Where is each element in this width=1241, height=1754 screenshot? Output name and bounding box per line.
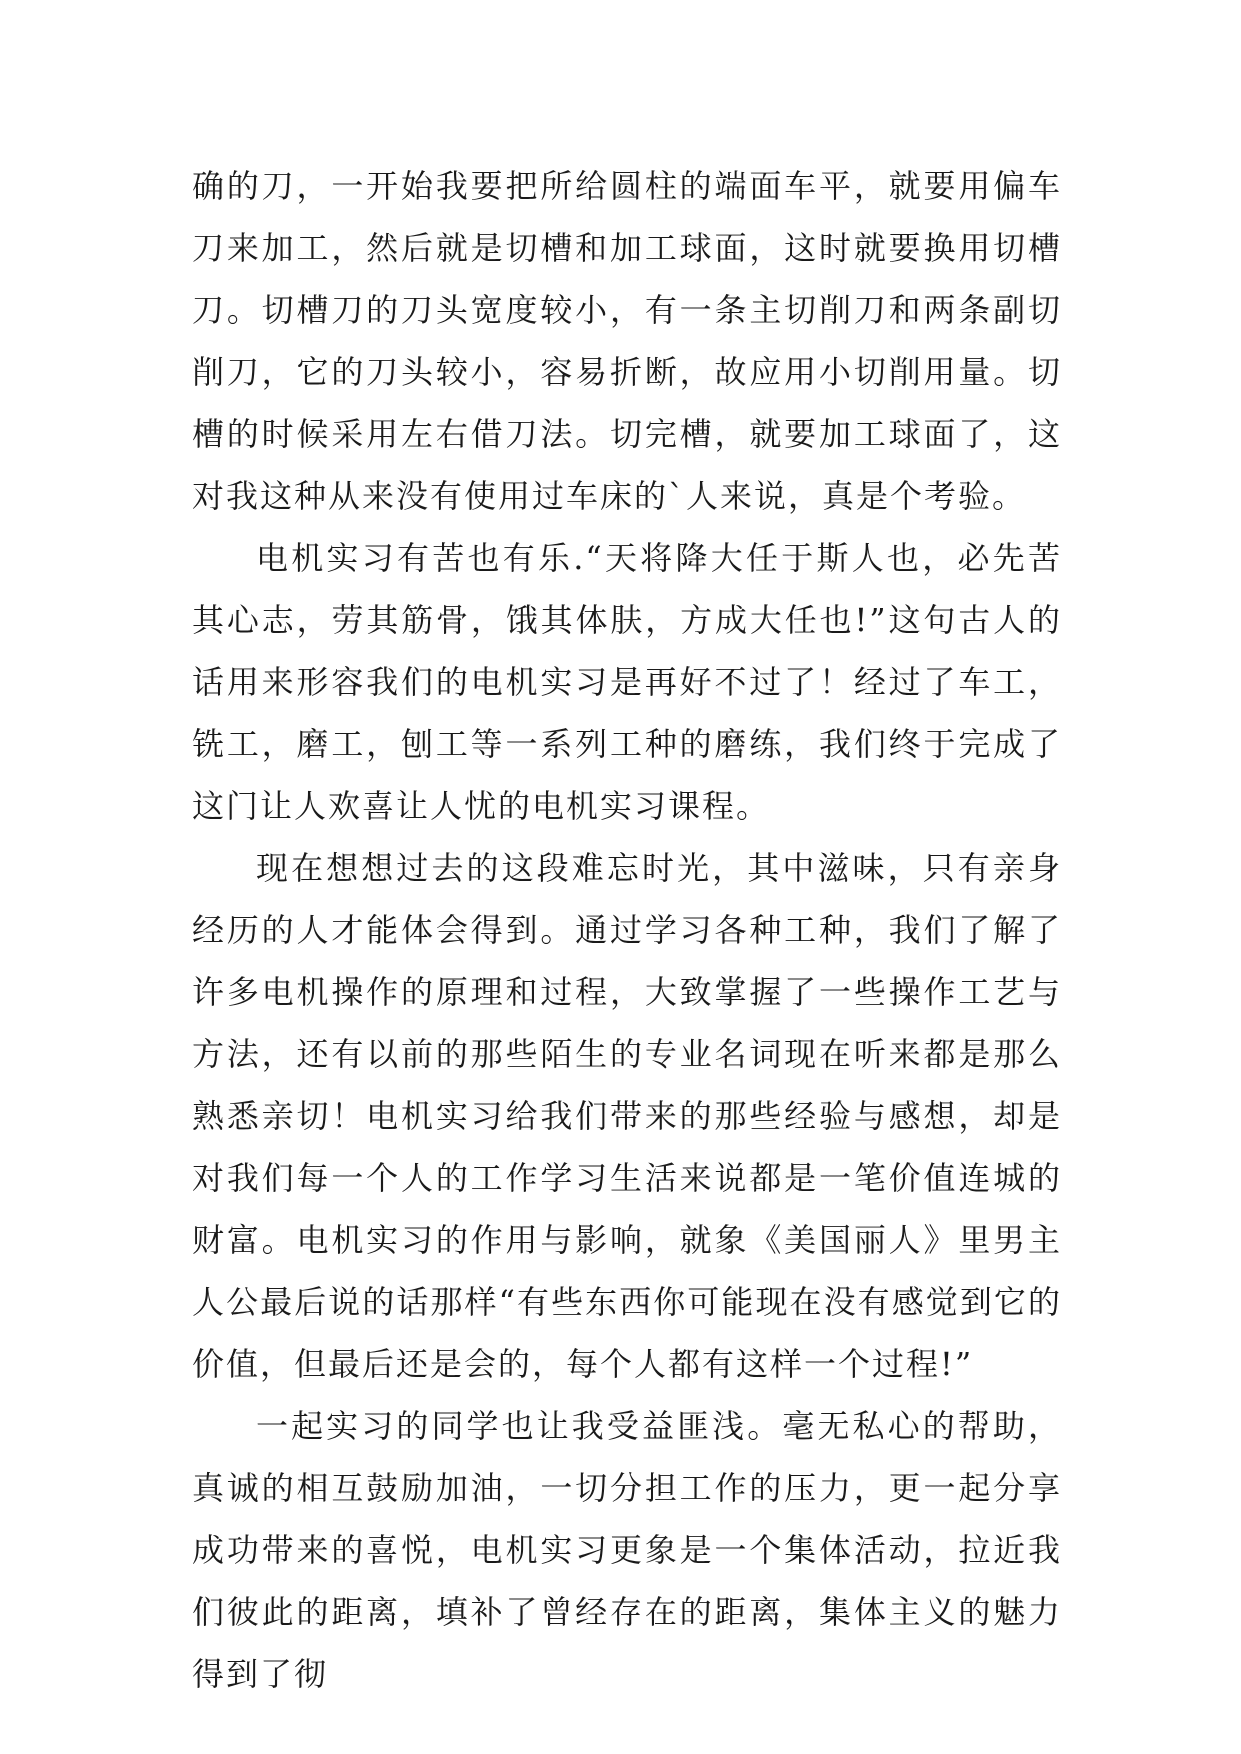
paragraph-1: 确的刀，一开始我要把所给圆柱的端面车平，就要用偏车刀来加工，然后就是切槽和加工球面，这时就要换用切槽刀。切槽刀的刀头宽度较小，有一条主切削刀和两条副切削刀，它的刀头较小，容易折断，故应用小切削用量。切槽的时候采用左右借刀法。切完槽，就要加工球面了，这对我这种从来没有使用过车床的`人来说，真是个考验。	[192, 167, 1062, 515]
paragraph-3: 现在想想过去的这段难忘时光，其中滋味，只有亲身经历的人才能体会得到。通过学习各种工种，我们了解了许多电机操作的原理和过程，大致掌握了一些操作工艺与方法，还有以前的那些陌生的专业名词现在听来都是那么熟悉亲切！电机实习给我们带来的那些经验与感想，却是对我们每一个人的工作学习生活来说都是一笔价值连城的财富。电机实习的作用与影响，就象《美国丽人》里男主人公最后说的话那样“有些东西你可能现在没有感觉到它的价值，但最后还是会的，每个人都有这样一个过程!”	[192, 849, 1062, 1383]
paragraph-2: 电机实习有苦也有乐.“天将降大任于斯人也，必先苦其心志，劳其筋骨，饿其体肤，方成大任也!”这句古人的话用来形容我们的电机实习是再好不过了！经过了车工，铣工，磨工，刨工等一系列工种的磨练，我们终于完成了这门让人欢喜让人忧的电机实习课程。	[192, 539, 1062, 825]
paragraph-4: 一起实习的同学也让我受益匪浅。毫无私心的帮助，真诚的相互鼓励加油，一切分担工作的压力，更一起分享成功带来的喜悦，电机实习更象是一个集体活动，拉近我们彼此的距离，填补了曾经存在的距离，集体主义的魅力得到了彻	[192, 1407, 1062, 1693]
document-body	[192, 155, 1062, 1705]
